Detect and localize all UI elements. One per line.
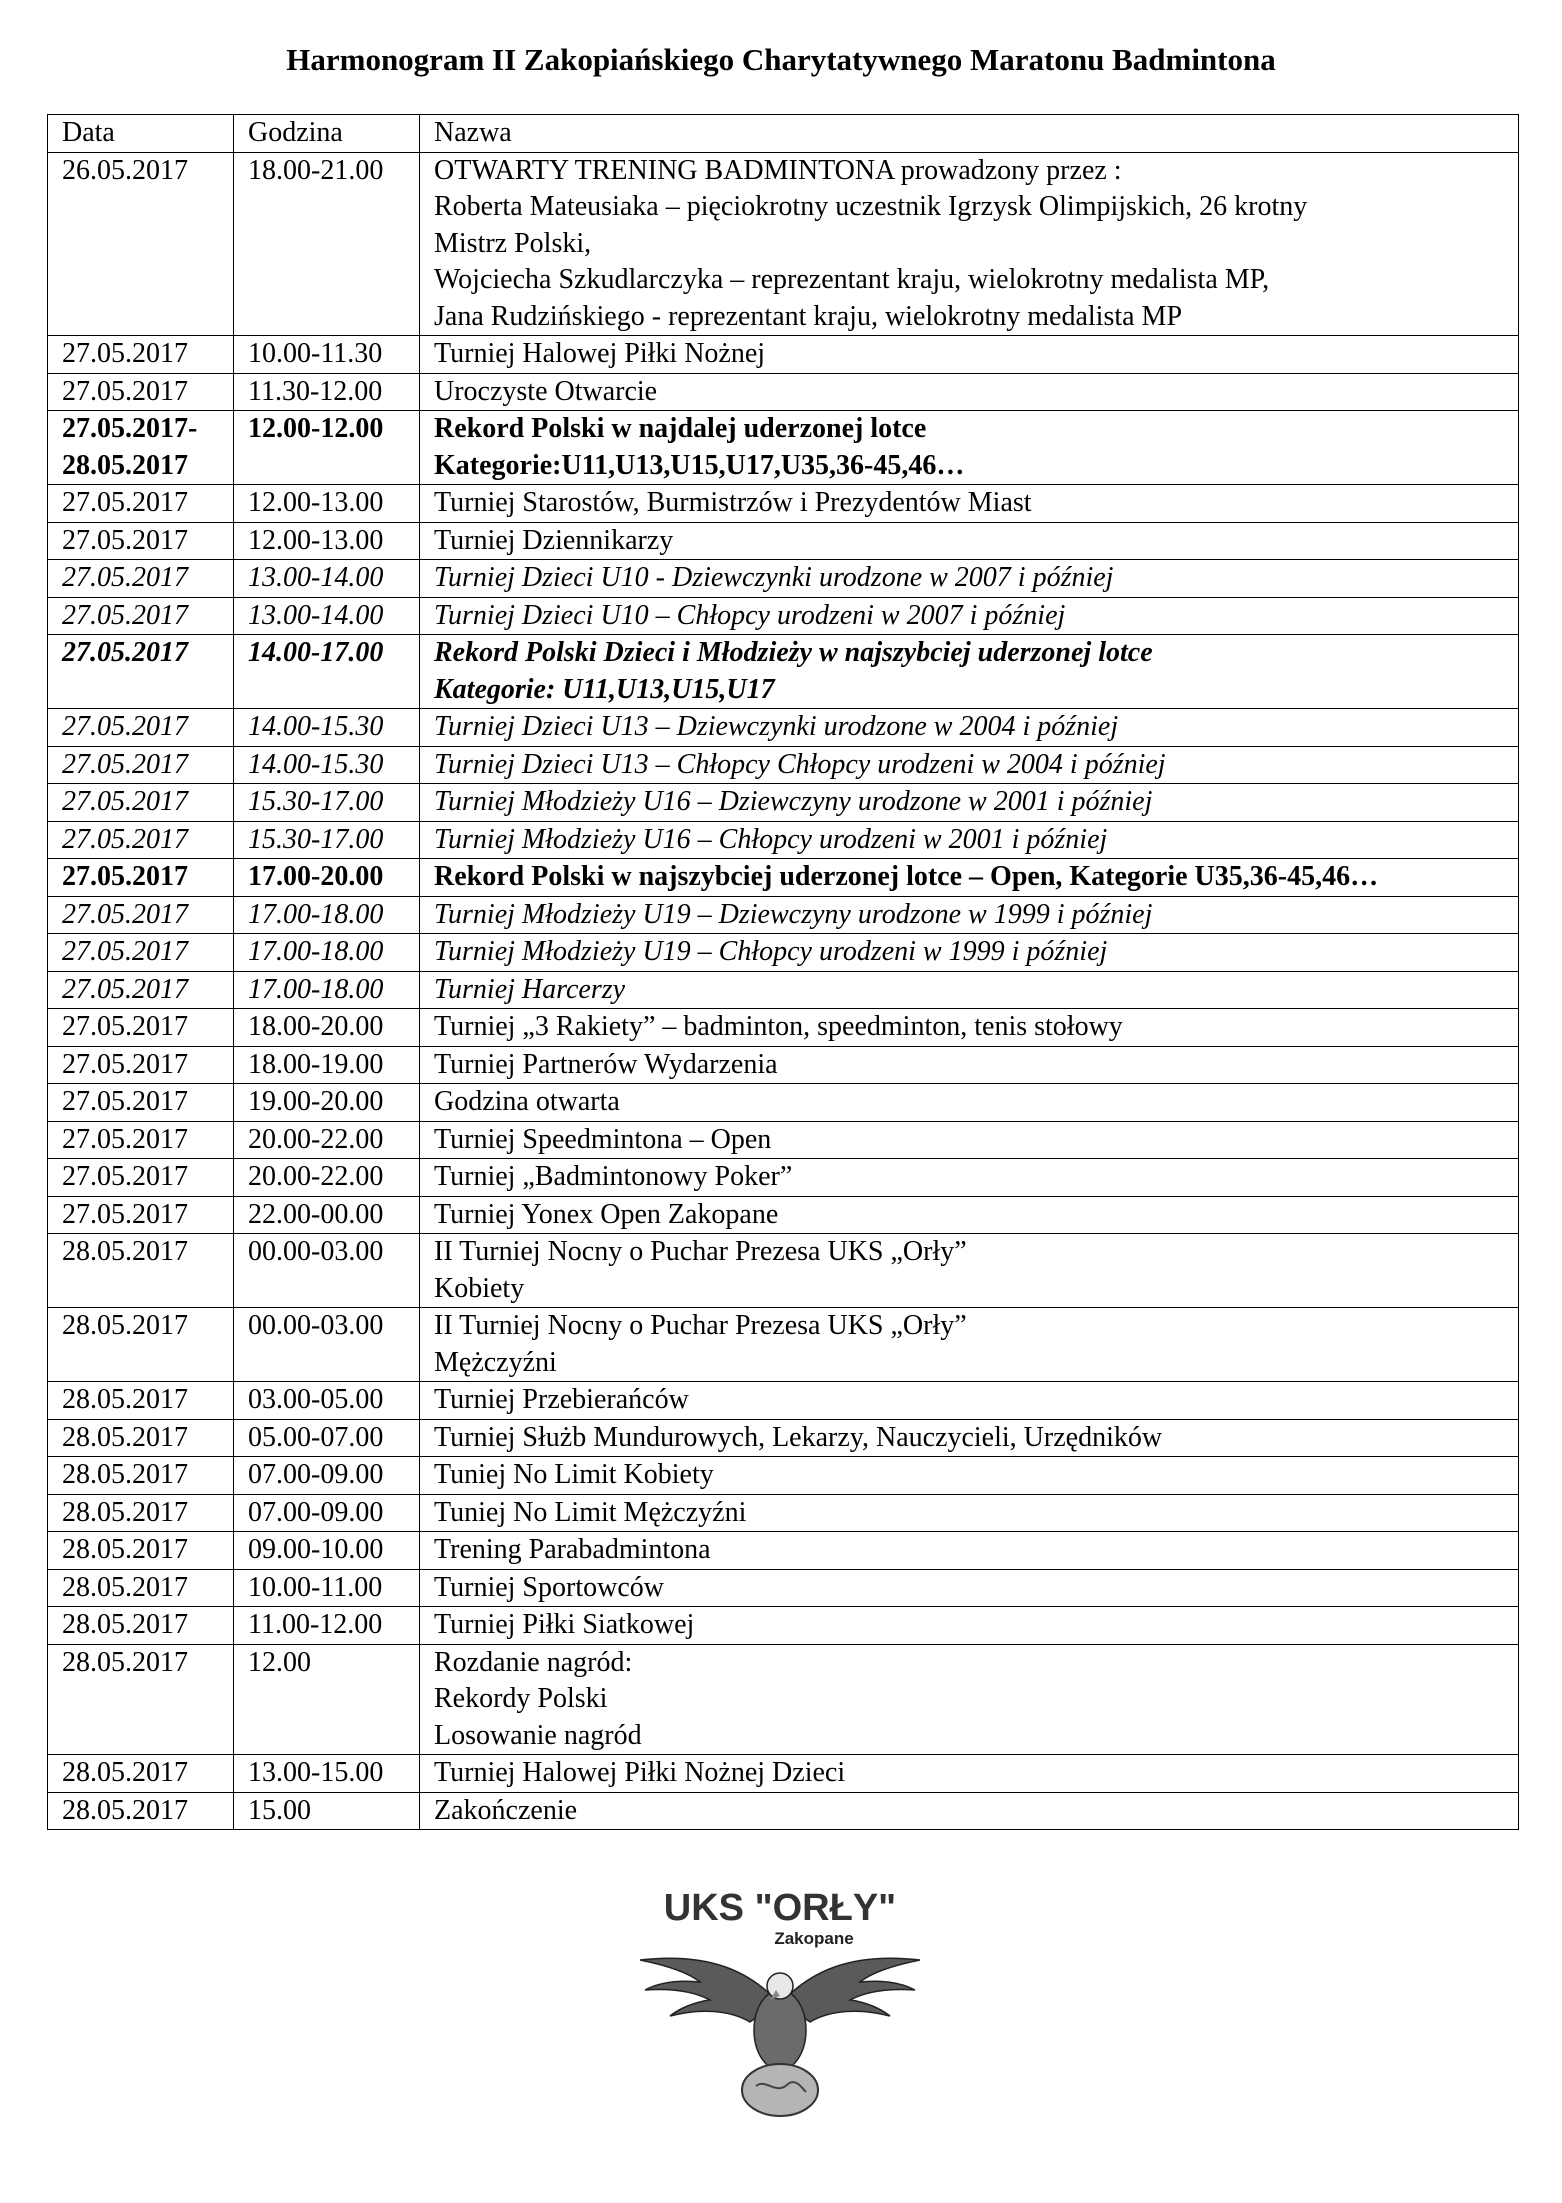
cell-name — [420, 896, 1519, 934]
cell-name — [420, 746, 1519, 784]
cell-name-line: Turniej Halowej Piłki Nożnej Dzieci — [434, 1757, 846, 1788]
cell-time: 20.00-22.00 — [234, 1121, 420, 1159]
cell-time: 12.00 — [234, 1644, 420, 1755]
table-row — [48, 373, 1519, 411]
table-row — [48, 522, 1519, 560]
cell-time: 00.00-03.00 — [234, 1234, 420, 1308]
cell-date-line: 28.05.2017 — [62, 1794, 188, 1826]
cell-name — [420, 709, 1519, 747]
cell-date-line: 28.05.2017 — [62, 1571, 188, 1603]
cell-date — [48, 896, 234, 934]
header-name: Nazwa — [420, 115, 1519, 153]
cell-date-line: 28.05.2017 — [62, 1646, 188, 1678]
cell-name-line: Turniej Młodzieży U19 – Chłopcy urodzeni w 1999 i później — [434, 936, 1108, 967]
cell-time: 15.30-17.00 — [234, 821, 420, 859]
cell-name-line: Turniej Młodzieży U19 – Dziewczyny urodzone w 1999 i później — [434, 898, 1153, 930]
table-row — [48, 1382, 1519, 1420]
cell-name — [420, 1196, 1519, 1234]
schedule-rows — [48, 152, 1519, 1830]
cell-name — [420, 560, 1519, 598]
cell-name — [420, 1569, 1519, 1607]
cell-time: 11.30-12.00 — [234, 373, 420, 411]
table-row — [48, 1121, 1519, 1159]
table-row — [48, 1159, 1519, 1197]
cell-date-line: 28.05.2017 — [62, 1496, 188, 1528]
cell-name — [420, 522, 1519, 560]
table-row — [48, 1234, 1519, 1308]
cell-time: 22.00-00.00 — [234, 1196, 420, 1234]
cell-name-line: Turniej Przebierańców — [434, 1384, 689, 1415]
cell-name — [420, 1755, 1519, 1793]
cell-date-line: 28.05.2017 — [62, 449, 188, 481]
cell-name-line: II Turniej Nocny o Puchar Prezesa UKS „Orły” — [434, 1310, 967, 1341]
cell-date-line: 27.05.2017 — [62, 1048, 188, 1080]
table-row — [48, 1607, 1519, 1645]
table-row — [48, 411, 1519, 485]
eagle-icon — [600, 1882, 960, 2122]
cell-date-line: 27.05.2017 — [62, 748, 188, 780]
cell-date — [48, 1009, 234, 1047]
cell-time: 17.00-18.00 — [234, 971, 420, 1009]
table-row — [48, 709, 1519, 747]
cell-name-line: Turniej Dzieci U13 – Chłopcy Chłopcy urodzeni w 2004 i później — [434, 748, 1166, 780]
cell-name-line: Turniej Dziennikarzy — [434, 524, 674, 556]
table-row — [48, 1046, 1519, 1084]
cell-name — [420, 1419, 1519, 1457]
cell-date-line: 27.05.2017 — [62, 599, 188, 631]
table-row — [48, 746, 1519, 784]
cell-date-line: 27.05.2017 — [62, 1123, 188, 1155]
cell-name-line: Mężczyźni — [434, 1346, 557, 1378]
cell-date-line: 27.05.2017 — [62, 861, 188, 892]
cell-name — [420, 1494, 1519, 1532]
cell-date-line: 27.05.2017 — [62, 823, 188, 855]
cell-name-line: Losowanie nagród — [434, 1719, 642, 1751]
cell-name — [420, 373, 1519, 411]
cell-time: 14.00-15.30 — [234, 746, 420, 784]
cell-date-line: 27.05.2017 — [62, 487, 188, 518]
cell-date-line: 28.05.2017 — [62, 1384, 188, 1415]
cell-date-line: 27.05.2017 — [62, 524, 188, 556]
cell-date-line: 27.05.2017 — [62, 1011, 188, 1042]
cell-name-line: Turniej Dzieci U10 – Chłopcy urodzeni w 2007 i później — [434, 599, 1066, 631]
cell-time: 07.00-09.00 — [234, 1457, 420, 1495]
cell-time: 20.00-22.00 — [234, 1159, 420, 1197]
table-row — [48, 896, 1519, 934]
table-row — [48, 1532, 1519, 1570]
cell-name — [420, 1644, 1519, 1755]
cell-date — [48, 859, 234, 897]
cell-name — [420, 934, 1519, 972]
cell-date-line: 28.05.2017 — [62, 1757, 188, 1788]
cell-date-line: 28.05.2017 — [62, 1609, 188, 1640]
cell-name-line: Turniej Speedmintona – Open — [434, 1123, 772, 1155]
cell-time: 05.00-07.00 — [234, 1419, 420, 1457]
cell-date — [48, 152, 234, 336]
cell-name-line: Turniej Dzieci U10 - Dziewczynki urodzone w 2007 i później — [434, 562, 1114, 593]
table-row — [48, 635, 1519, 709]
cell-name-line: Turniej Harcerzy — [434, 973, 626, 1005]
table-row — [48, 485, 1519, 523]
cell-name — [420, 1457, 1519, 1495]
cell-name-line: Kategorie: U11,U13,U15,U17 — [434, 673, 775, 705]
cell-name-line: Turniej Yonex Open Zakopane — [434, 1198, 779, 1230]
cell-date-line: 28.05.2017 — [62, 1310, 188, 1341]
cell-time: 13.00-14.00 — [234, 597, 420, 635]
cell-time: 14.00-15.30 — [234, 709, 420, 747]
cell-name-line: Turniej Partnerów Wydarzenia — [434, 1048, 778, 1080]
cell-name-line: Turniej „Badmintonowy Poker” — [434, 1161, 793, 1192]
cell-name-line: Turniej Młodzieży U16 – Dziewczyny urodzone w 2001 i później — [434, 786, 1153, 817]
cell-date-line: 27.05.2017 — [62, 711, 188, 742]
cell-date-line: 28.05.2017 — [62, 1421, 188, 1453]
cell-name-line: Turniej Halowej Piłki Nożnej — [434, 338, 766, 369]
cell-name — [420, 1607, 1519, 1645]
table-row — [48, 784, 1519, 822]
cell-name — [420, 859, 1519, 897]
cell-date — [48, 373, 234, 411]
cell-date — [48, 336, 234, 374]
cell-name-line: Mistrz Polski, — [434, 227, 592, 259]
cell-date-line: 27.05.2017 — [62, 1161, 188, 1192]
cell-name-line: II Turniej Nocny o Puchar Prezesa UKS „Orły” — [434, 1236, 967, 1267]
cell-time: 15.30-17.00 — [234, 784, 420, 822]
cell-date-line: 26.05.2017 — [62, 154, 188, 186]
cell-time: 10.00-11.00 — [234, 1569, 420, 1607]
cell-name-line: Rozdanie nagród: — [434, 1646, 633, 1678]
table-row — [48, 1419, 1519, 1457]
cell-time: 19.00-20.00 — [234, 1084, 420, 1122]
cell-name-line: Kategorie:U11,U13,U15,U17,U35,36-45,46… — [434, 449, 965, 481]
cell-name — [420, 821, 1519, 859]
cell-name-line: OTWARTY TRENING BADMINTONA prowadzony przez : — [434, 154, 1122, 186]
cell-name-line: Turniej Dzieci U13 – Dziewczynki urodzone w 2004 i później — [434, 711, 1119, 742]
cell-date-line: 27.05.2017 — [62, 936, 188, 967]
cell-date-line: 27.05.2017 — [62, 562, 188, 593]
table-row — [48, 1494, 1519, 1532]
cell-date — [48, 635, 234, 709]
cell-date — [48, 1457, 234, 1495]
cell-time: 03.00-05.00 — [234, 1382, 420, 1420]
cell-date — [48, 1159, 234, 1197]
cell-date-line: 27.05.2017- — [62, 413, 198, 444]
cell-date — [48, 1644, 234, 1755]
cell-name-line: Wojciecha Szkudlarczyka – reprezentant kraju, wielokrotny medalista MP, — [434, 264, 1270, 295]
cell-time: 12.00-13.00 — [234, 522, 420, 560]
table-row — [48, 1569, 1519, 1607]
cell-time: 18.00-21.00 — [234, 152, 420, 336]
cell-name-line: Zakończenie — [434, 1794, 578, 1826]
cell-name-line: Kobiety — [434, 1272, 525, 1304]
cell-name-line: Turniej Służb Mundurowych, Lekarzy, Nauczycieli, Urzędników — [434, 1421, 1163, 1453]
table-row — [48, 152, 1519, 336]
cell-date — [48, 1755, 234, 1793]
cell-name — [420, 1121, 1519, 1159]
cell-time: 15.00 — [234, 1792, 420, 1830]
cell-name — [420, 1234, 1519, 1308]
cell-date — [48, 1046, 234, 1084]
cell-name — [420, 635, 1519, 709]
cell-name-line: Uroczyste Otwarcie — [434, 375, 658, 407]
cell-name — [420, 1792, 1519, 1830]
cell-date — [48, 522, 234, 560]
cell-date — [48, 934, 234, 972]
cell-date-line: 27.05.2017 — [62, 973, 188, 1005]
table-row — [48, 1009, 1519, 1047]
cell-name — [420, 1009, 1519, 1047]
cell-time: 18.00-19.00 — [234, 1046, 420, 1084]
table-row — [48, 1196, 1519, 1234]
cell-date — [48, 1196, 234, 1234]
cell-name — [420, 971, 1519, 1009]
cell-name-line: Tuniej No Limit Mężczyźni — [434, 1496, 747, 1528]
cell-name — [420, 1046, 1519, 1084]
cell-name-line: Rekord Polski Dzieci i Młodzieży w najszybciej uderzonej lotce — [434, 637, 1153, 668]
logo-city: Zakopane — [774, 1929, 854, 1948]
table-row — [48, 1457, 1519, 1495]
cell-name — [420, 336, 1519, 374]
cell-date — [48, 1084, 234, 1122]
header-time: Godzina — [234, 115, 420, 153]
cell-name-line: Godzina otwarta — [434, 1086, 620, 1117]
table-row — [48, 1644, 1519, 1755]
cell-date-line: 27.05.2017 — [62, 375, 188, 407]
cell-date-line: 27.05.2017 — [62, 637, 188, 668]
cell-name — [420, 485, 1519, 523]
cell-time: 00.00-03.00 — [234, 1308, 420, 1382]
cell-time: 07.00-09.00 — [234, 1494, 420, 1532]
cell-date — [48, 597, 234, 635]
table-row — [48, 821, 1519, 859]
cell-time: 11.00-12.00 — [234, 1607, 420, 1645]
cell-name-line: Turniej „3 Rakiety” – badminton, speedminton, tenis stołowy — [434, 1011, 1123, 1042]
cell-time: 09.00-10.00 — [234, 1532, 420, 1570]
cell-time: 17.00-18.00 — [234, 896, 420, 934]
cell-name-line: Tuniej No Limit Kobiety — [434, 1459, 714, 1490]
cell-date-line: 28.05.2017 — [62, 1236, 188, 1267]
cell-date — [48, 709, 234, 747]
cell-time: 12.00-13.00 — [234, 485, 420, 523]
table-row — [48, 1792, 1519, 1830]
cell-date-line: 27.05.2017 — [62, 786, 188, 817]
table-row — [48, 560, 1519, 598]
cell-date-line: 27.05.2017 — [62, 1198, 188, 1230]
cell-name-line: Turniej Sportowców — [434, 1571, 664, 1603]
cell-name-line: Rekordy Polski — [434, 1683, 608, 1714]
cell-name-line: Rekord Polski w najszybciej uderzonej lotce – Open, Kategorie U35,36-45,46… — [434, 861, 1379, 892]
cell-date — [48, 1569, 234, 1607]
table-row — [48, 1308, 1519, 1382]
cell-date — [48, 1792, 234, 1830]
cell-date — [48, 1419, 234, 1457]
cell-name — [420, 1532, 1519, 1570]
cell-date — [48, 971, 234, 1009]
cell-time: 18.00-20.00 — [234, 1009, 420, 1047]
club-logo — [600, 1882, 960, 2122]
cell-date — [48, 560, 234, 598]
cell-name — [420, 1382, 1519, 1420]
page-title: Harmonogram II Zakopiańskiego Charytatywnego Maratonu Badmintona — [286, 42, 1276, 77]
cell-date — [48, 1532, 234, 1570]
cell-name-line: Trening Parabadmintona — [434, 1534, 711, 1565]
cell-date-line: 27.05.2017 — [62, 338, 188, 369]
schedule-table — [47, 114, 1519, 1830]
cell-date-line: 27.05.2017 — [62, 1086, 188, 1117]
cell-date — [48, 784, 234, 822]
table-row — [48, 971, 1519, 1009]
cell-date — [48, 821, 234, 859]
cell-time: 14.00-17.00 — [234, 635, 420, 709]
table-row — [48, 1084, 1519, 1122]
cell-date — [48, 1382, 234, 1420]
cell-name-line: Turniej Młodzieży U16 – Chłopcy urodzeni w 2001 i później — [434, 823, 1108, 855]
cell-name-line: Rekord Polski w najdalej uderzonej lotce — [434, 413, 927, 444]
cell-name — [420, 1159, 1519, 1197]
cell-date — [48, 1607, 234, 1645]
cell-name-line: Roberta Mateusiaka – pięciokrotny uczestnik Igrzysk Olimpijskich, 26 krotny — [434, 191, 1308, 222]
cell-date — [48, 1308, 234, 1382]
cell-name — [420, 1308, 1519, 1382]
table-row — [48, 934, 1519, 972]
cell-date — [48, 1234, 234, 1308]
cell-time: 13.00-14.00 — [234, 560, 420, 598]
table-row — [48, 1755, 1519, 1793]
cell-date — [48, 1494, 234, 1532]
header-date: Data — [48, 115, 234, 153]
cell-time: 17.00-18.00 — [234, 934, 420, 972]
table-row — [48, 597, 1519, 635]
cell-time: 12.00-12.00 — [234, 411, 420, 485]
cell-date-line: 27.05.2017 — [62, 898, 188, 930]
cell-time: 17.00-20.00 — [234, 859, 420, 897]
cell-date — [48, 746, 234, 784]
table-header-row — [48, 115, 1519, 153]
cell-date — [48, 1121, 234, 1159]
table-row — [48, 336, 1519, 374]
cell-name — [420, 784, 1519, 822]
cell-name-line: Jana Rudzińskiego - reprezentant kraju, wielokrotny medalista MP — [434, 300, 1183, 332]
cell-name — [420, 1084, 1519, 1122]
cell-date — [48, 411, 234, 485]
cell-name-line: Turniej Starostów, Burmistrzów i Prezydentów Miast — [434, 487, 1032, 518]
table-row — [48, 859, 1519, 897]
logo-name: UKS "ORŁY" — [663, 1887, 897, 1929]
cell-name — [420, 597, 1519, 635]
cell-time: 10.00-11.30 — [234, 336, 420, 374]
cell-name — [420, 152, 1519, 336]
cell-name — [420, 411, 1519, 485]
cell-date — [48, 485, 234, 523]
cell-date-line: 28.05.2017 — [62, 1534, 188, 1565]
cell-date-line: 28.05.2017 — [62, 1459, 188, 1490]
cell-name-line: Turniej Piłki Siatkowej — [434, 1609, 695, 1640]
cell-time: 13.00-15.00 — [234, 1755, 420, 1793]
